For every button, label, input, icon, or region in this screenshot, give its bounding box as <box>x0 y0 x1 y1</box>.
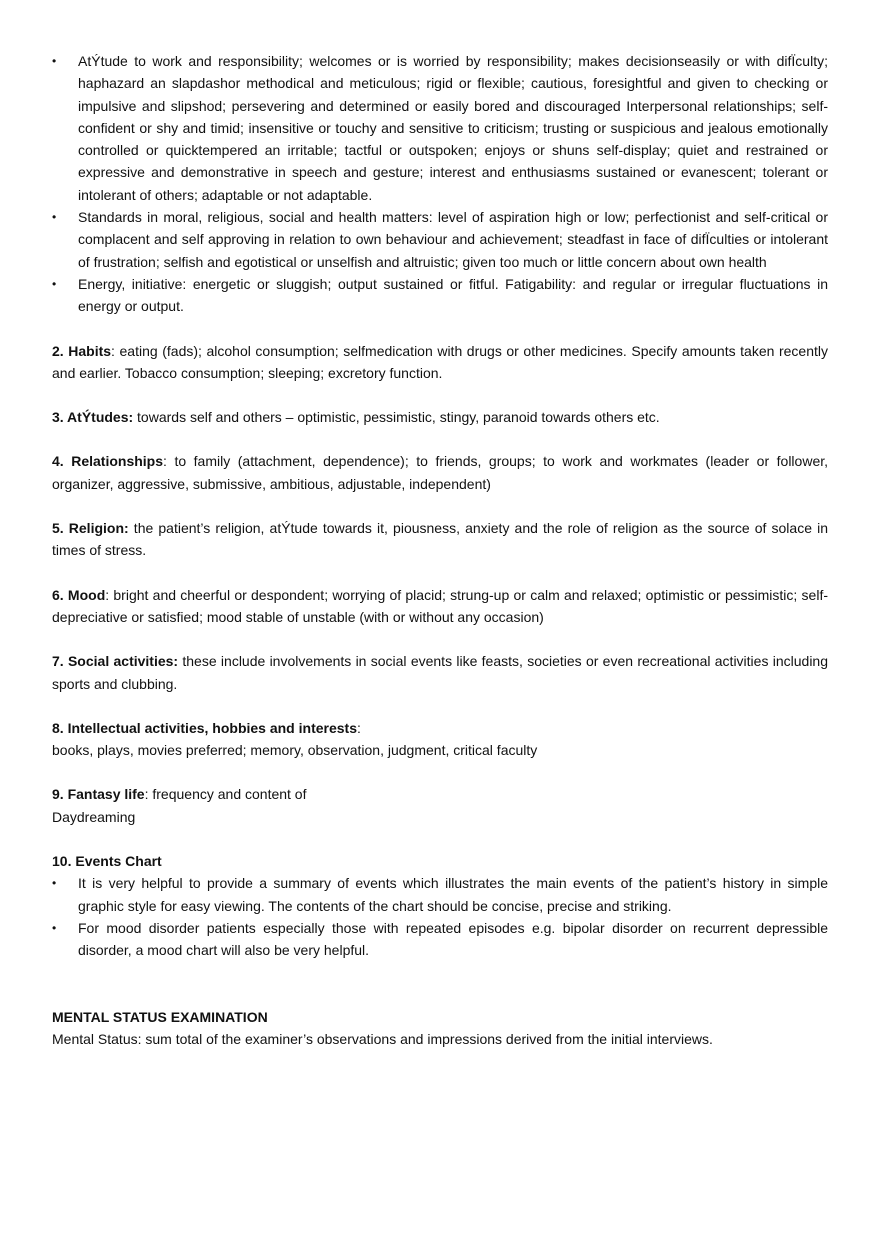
bullet-text: Standards in moral, religious, social and health matters: level of aspiration high or low; perfectionist and self-critical or complacent and self approving in relation to own behaviour and achievement; steadfast in face of difÏculties or intolerant of frustration; selfish and egotistical or unselfish and altruistic; given too much or little concern about own health <box>78 209 828 270</box>
section-social-activities <box>52 650 828 695</box>
section-religion <box>52 517 828 562</box>
section-habits <box>52 340 828 385</box>
section-heading: 2. Habits <box>52 342 112 359</box>
section-text: towards self and others – optimistic, pessimistic, stingy, paranoid towards others etc. <box>133 409 660 426</box>
section-heading: 7. Social activities: <box>52 653 179 670</box>
bullet-marker: • <box>52 876 57 891</box>
section-text: : to family (attachment, dependence); to friends, groups; to work and workmates (leader or follower, organizer, aggressive, submissive, ambitious, adjustable, independent) <box>52 453 829 492</box>
section-mental-status-examination <box>52 1006 828 1051</box>
section-text: the patient’s religion, atÝtude towards it, piousness, anxiety and the role of religion as the source of solace in times of stress. <box>52 520 828 559</box>
events-bullet-list <box>52 872 828 961</box>
bullet-item-events-summary <box>52 872 828 917</box>
section-text: : eating (fads); alcohol consumption; selfmedication with drugs or other medicines. Specify amounts taken recently and earlier. Tobacco consumption; sleeping; excretory function. <box>52 342 828 381</box>
bullet-marker: • <box>52 920 57 935</box>
bullet-marker: • <box>52 276 57 291</box>
personality-bullet-list <box>52 50 828 318</box>
section-text: : bright and cheerful or despondent; worrying of placid; strung-up or calm and relaxed; optimistic or pessimistic; self-depreciative or satisfied; mood stable of unstable (with or without any occasion) <box>52 586 828 625</box>
bullet-marker: • <box>52 210 57 225</box>
section-relationships <box>52 450 828 495</box>
bullet-text: AtÝtude to work and responsibility; welcomes or is worried by responsibility; makes decisionseasily or with difÏculty; haphazard an slapdashor methodical and meticulous; rigid or flexible; cautious, foresightful and given to checking or impulsive and slipshod; persevering and determined or easily bored and discouraged Interpersonal relationships; self-confident or shy and timid; insensitive or touchy and sensitive to criticism; trusting or suspicious and jealous emotionally controlled or quicktempered an irritable; tactful or outspoken; enjoys or shuns self-display; quiet and restrained or expressive and demonstrative in speech and gesture; interest and enthusiasms sustained or evanescent; tolerant or intolerant of others; adaptable or not adaptable. <box>78 53 828 203</box>
section-heading: 6. Mood <box>52 586 106 603</box>
bullet-text: Energy, initiative: energetic or sluggish; output sustained or fitful. Fatigability: and regular or irregular fluctuations in energy or output. <box>78 275 828 315</box>
bullet-item-mood-chart <box>52 917 828 962</box>
bullet-marker: • <box>52 54 57 68</box>
section-text: books, plays, movies preferred; memory, observation, judgment, critical faculty <box>52 742 538 759</box>
bullet-item-standards <box>52 206 828 273</box>
bullet-text: It is very helpful to provide a summary of events which illustrates the main events of the patient’s history in simple graphic style for easy viewing. The contents of the chart should be concise, precise and striking. <box>78 875 828 914</box>
section-attitudes <box>52 406 828 428</box>
bullet-item-energy <box>52 273 828 318</box>
section-heading: 5. Religion: <box>52 520 129 537</box>
section-heading: MENTAL STATUS EXAMINATION <box>52 1008 268 1025</box>
section-heading: 4. Relationships <box>52 453 164 470</box>
section-heading: 3. AtÝtudes: <box>52 409 134 426</box>
document-page <box>52 50 828 1050</box>
section-intellectual <box>52 717 828 762</box>
section-events-chart <box>52 850 828 961</box>
section-text: : frequency and content of <box>144 786 307 803</box>
section-mood <box>52 584 828 629</box>
section-text: Mental Status: sum total of the examiner’s observations and impressions derived from the initial interviews. <box>52 1030 713 1047</box>
bullet-text: For mood disorder patients especially those with repeated episodes e.g. bipolar disorder on recurrent depressible disorder, a mood chart will also be very helpful. <box>78 919 828 959</box>
section-heading: 10. Events Chart <box>52 853 162 870</box>
section-heading: 8. Intellectual activities, hobbies and interests <box>52 719 357 736</box>
section-text-continued: Daydreaming <box>52 808 136 825</box>
section-fantasy <box>52 783 828 828</box>
section-heading: 9. Fantasy life <box>52 786 145 803</box>
section-colon: : <box>357 719 361 736</box>
section-text: these include involvements in social events like feasts, societies or even recreational activities including sports and clubbing. <box>52 653 828 692</box>
bullet-item-attitude-work <box>52 50 828 206</box>
